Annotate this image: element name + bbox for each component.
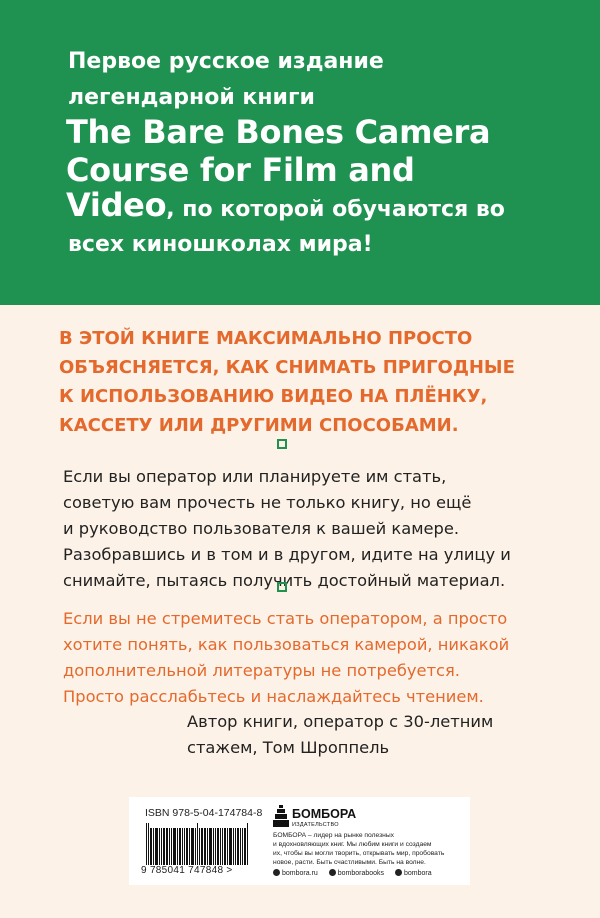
intro-line-2: легендарной книги <box>68 85 315 110</box>
social-books[interactable] <box>329 870 384 877</box>
paragraph-line: хотите понять, как пользоваться камерой, никакой <box>63 635 510 654</box>
tagline-line: и вдохновляющих книг. Мы любим книги и создаем <box>273 841 432 848</box>
book-title-line-3 <box>66 186 505 224</box>
caps-summary-block <box>59 324 559 440</box>
intro-line-1: Первое русское издание <box>68 49 384 74</box>
publisher-social-links <box>273 869 441 877</box>
book-title-word-video: Video <box>66 186 167 224</box>
social-site-label: bombora.ru <box>282 870 318 877</box>
social-books-label: bomborabooks <box>337 870 385 877</box>
social-icon <box>329 869 336 876</box>
square-divider-icon <box>277 439 287 449</box>
tagline-line: их, чтобы вы могли творить, открывать мир, пробовать <box>273 850 445 857</box>
paragraph-line: советую вам прочесть не только книгу, но ещё <box>63 493 472 512</box>
caps-line: КАССЕТУ ИЛИ ДРУГИМИ СПОСОБАМИ. <box>59 415 459 436</box>
paragraph-line: дополнительной литературы не потребуется. <box>63 661 460 680</box>
book-title-line-1: The Bare Bones Camera <box>66 113 491 151</box>
caps-line: К ИСПОЛЬЗОВАНИЮ ВИДЕО НА ПЛЁНКУ, <box>59 386 488 407</box>
author-line: стажем, Том Шроппель <box>187 738 390 757</box>
caps-line: ОБЪЯСНЯЕТСЯ, КАК СНИМАТЬ ПРИГОДНЫЕ <box>59 357 515 378</box>
publisher-tagline <box>273 831 463 867</box>
book-title-line-2: Course for Film and <box>66 151 415 189</box>
paragraph-line: Если вы не стремитесь стать оператором, а просто <box>63 609 508 628</box>
messenger-icon <box>395 869 402 876</box>
paragraph-line: Разобравшись и в том и в другом, идите на улицу и <box>63 545 511 564</box>
tagline-line: БОМБОРА – лидер на рынке полезных <box>273 832 394 839</box>
square-divider-icon <box>277 582 287 592</box>
social-messenger-label: bombora <box>404 870 432 877</box>
paragraph-line: Если вы оператор или планируете им стать, <box>63 467 447 486</box>
tagline-line: новое, расти. Быть счастливыми. Быть на волне. <box>273 859 426 866</box>
caps-line: В ЭТОЙ КНИГЕ МАКСИМАЛЬНО ПРОСТО <box>59 328 473 349</box>
social-site[interactable] <box>273 870 318 877</box>
paragraph-non-operator <box>63 606 583 710</box>
publisher-subtitle: ИЗДАТЕЛЬСТВО <box>292 822 339 828</box>
barcode-panel <box>129 797 470 885</box>
barcode-image <box>146 823 258 865</box>
publisher-name: БОМБОРА <box>292 807 357 821</box>
isbn-number: ISBN 978-5-04-174784-8 <box>145 807 263 819</box>
intro-line-4: всех киношколах мира! <box>68 232 373 257</box>
green-header-band <box>0 0 600 305</box>
globe-icon <box>273 869 280 876</box>
barcode-digits: 9 785041 747848 > <box>141 865 233 876</box>
paragraph-line: и руководство пользователя к вашей камере. <box>63 519 460 538</box>
author-attribution <box>187 709 547 761</box>
bombora-logo-icon <box>273 805 289 827</box>
author-line: Автор книги, оператор с 30-летним <box>187 712 494 731</box>
paragraph-operator <box>63 464 563 594</box>
paragraph-line: снимайте, пытаясь получить достойный материал. <box>63 571 506 590</box>
paragraph-line: Просто расслабьтесь и наслаждайтесь чтением. <box>63 687 484 706</box>
social-messenger[interactable] <box>395 870 432 877</box>
intro-line-3: , по которой обучаются во <box>166 197 505 222</box>
